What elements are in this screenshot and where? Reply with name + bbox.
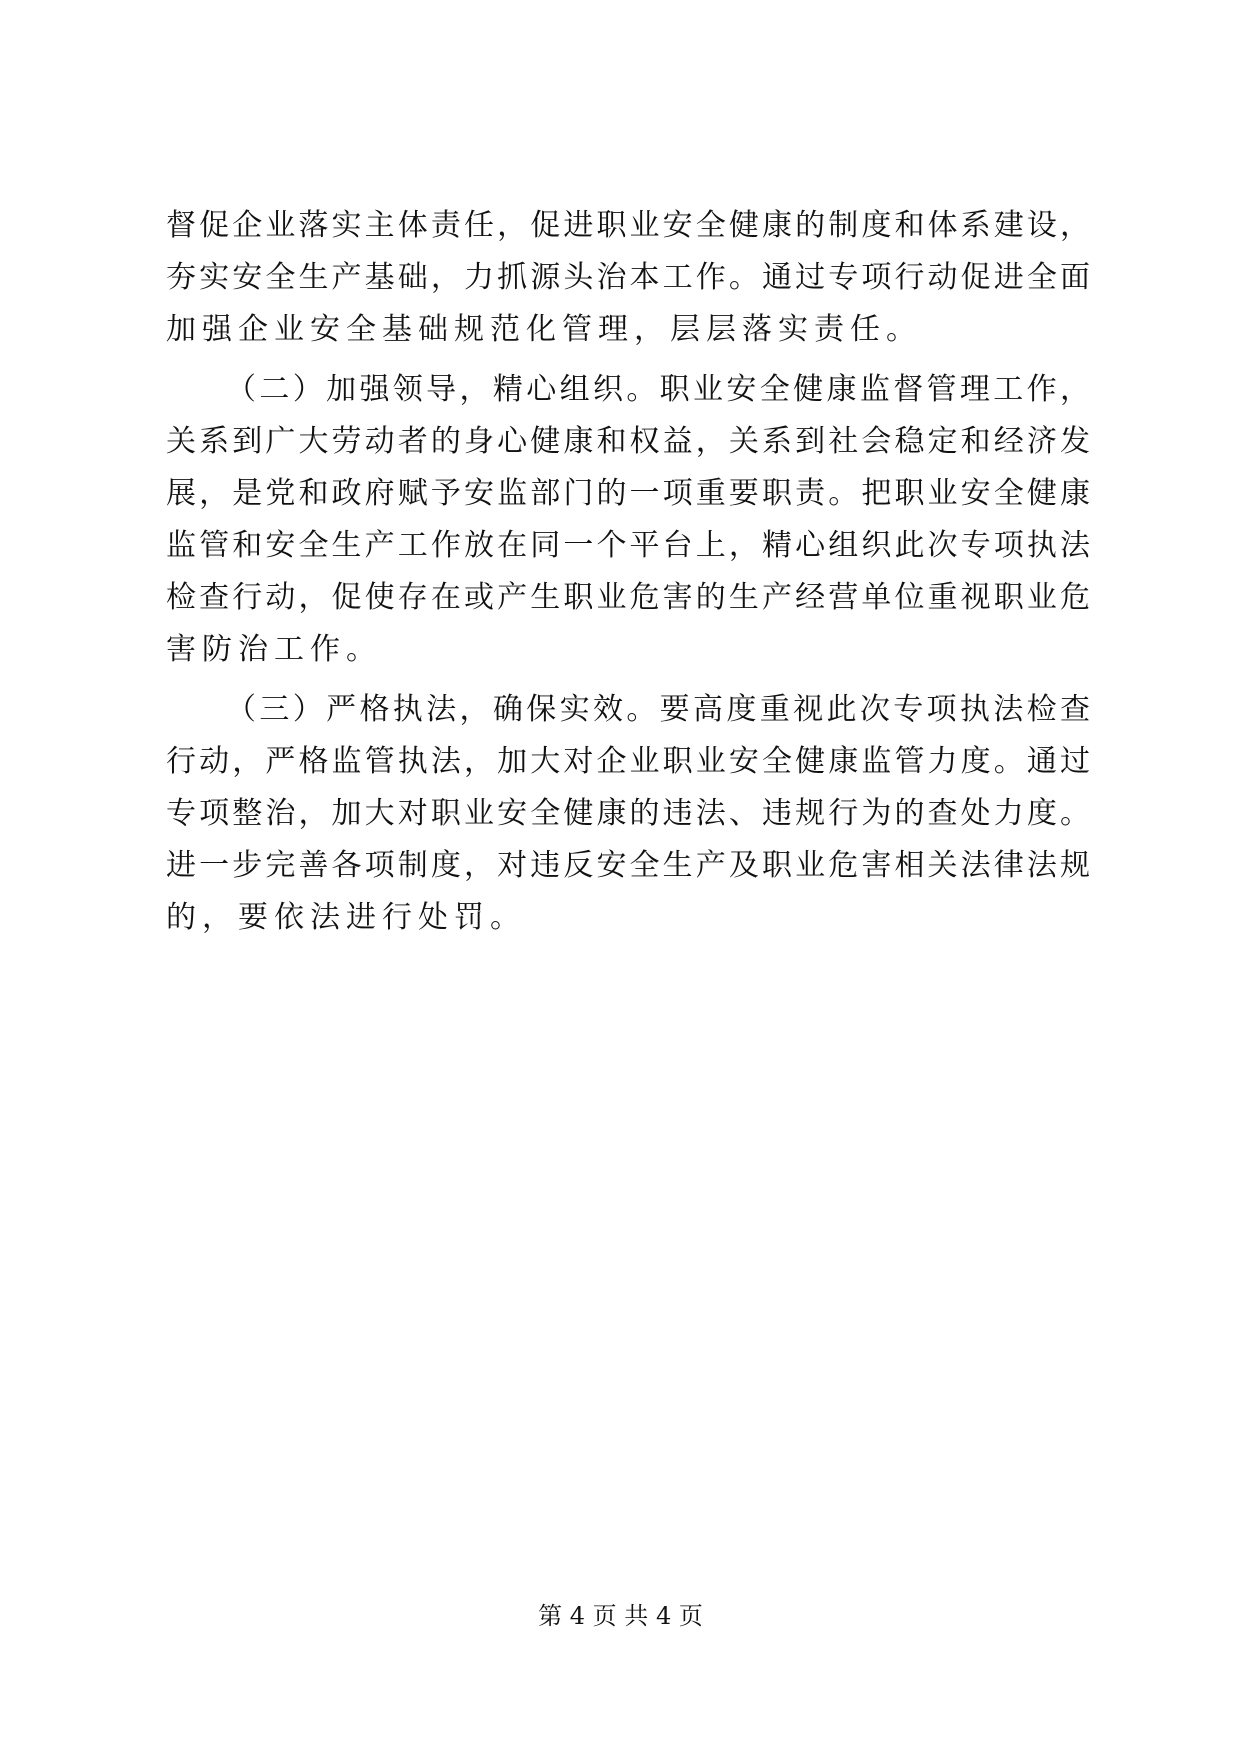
text-line: 进一步完善各项制度，对违反安全生产及职业危害相关法律法规 bbox=[166, 848, 1090, 883]
text-line: 关系到广大劳动者的身心健康和权益，关系到社会稳定和经济发 bbox=[166, 424, 1090, 459]
text-line: 夯实安全生产基础，力抓源头治本工作。通过专项行动促进全面 bbox=[166, 260, 1090, 295]
paragraph-3 bbox=[166, 684, 1090, 944]
paragraph-1 bbox=[166, 200, 1090, 356]
page-number-footer: 第 4 页 共 4 页 bbox=[538, 1602, 703, 1630]
text-line: 展，是党和政府赋予安监部门的一项重要职责。把职业安全健康 bbox=[166, 476, 1090, 511]
text-line: 监管和安全生产工作放在同一个平台上，精心组织此次专项执法 bbox=[166, 528, 1090, 563]
text-line: 专项整治，加大对职业安全健康的违法、违规行为的查处力度。 bbox=[166, 796, 1090, 831]
text-line: 检查行动，促使存在或产生职业危害的生产经营单位重视职业危 bbox=[166, 580, 1090, 615]
text-line: （二）加强领导，精心组织。职业安全健康监督管理工作， bbox=[226, 372, 1090, 407]
text-line: 害防治工作。 bbox=[166, 632, 382, 667]
text-line: 行动，严格监管执法，加大对企业职业安全健康监管力度。通过 bbox=[166, 744, 1090, 779]
text-line: 督促企业落实主体责任，促进职业安全健康的制度和体系建设， bbox=[166, 208, 1090, 243]
document-body bbox=[166, 200, 1090, 944]
text-line: 的，要依法进行处罚。 bbox=[166, 900, 526, 935]
text-line: （三）严格执法，确保实效。要高度重视此次专项执法检查 bbox=[226, 692, 1090, 727]
paragraph-2 bbox=[166, 364, 1090, 676]
text-line: 加强企业安全基础规范化管理，层层落实责任。 bbox=[166, 312, 922, 347]
